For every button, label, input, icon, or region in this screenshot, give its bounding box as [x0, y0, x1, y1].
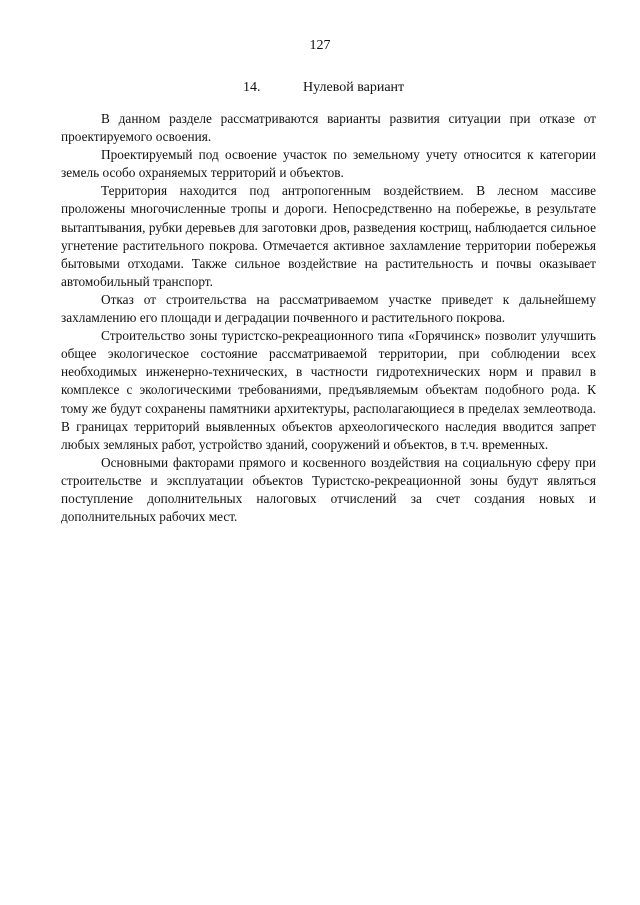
section-number: 14. — [243, 80, 261, 95]
page-number: 127 — [309, 38, 331, 53]
paragraph: Основными факторами прямого и косвенного воздействия на социальную сферу при строительстве и эксплуатации объектов Туристско-рекреационной зоны будут являться поступление дополнительных налоговых отчислений за счет создания новых и дополнительных рабочих мест. — [61, 454, 596, 525]
paragraph: Территория находится под антропогенным воздействием. В лесном массиве проложены многочисленные тропы и дороги. Непосредственно на побережье, в результате вытаптывания, рубки деревьев для заготовки дров, разведения кострищ, наблюдается сильное угнетение растительного покрова. Отмечается активное захламление территории побережья бытовыми отходами. Также сильное воздействие на растительность и почвы оказывает автомобильный транспорт. — [61, 183, 596, 289]
paragraph: Отказ от строительства на рассматриваемом участке приведет к дальнейшему захламлению его площади и деградации почвенного и растительного покрова. — [61, 291, 596, 326]
paragraph: Проектируемый под освоение участок по земельному учету относится к категории земель особо охраняемых территорий и объектов. — [61, 147, 596, 181]
paragraph: Строительство зоны туристско-рекреационного типа «Горячинск» позволит улучшить общее экологическое состояние рассматриваемой территории, при соблюдении всех необходимых инженерно-технических, в частности гидротехнических норм и правил в комплексе с экологическими требованиями, предъявляемым объектам подобного рода. К тому же будут сохранены памятники архитектуры, располагающиеся в пределах землеотвода. В границах территорий выявленных объектов археологического наследия вводится запрет любых земляных работ, устройство зданий, сооружений и объектов, в т.ч. временных. — [61, 328, 596, 452]
paragraph: В данном разделе рассматриваются варианты развития ситуации при отказе от проектируемого освоения. — [61, 111, 596, 145]
section-title: Нулевой вариант — [303, 80, 405, 95]
body-text — [61, 110, 596, 526]
